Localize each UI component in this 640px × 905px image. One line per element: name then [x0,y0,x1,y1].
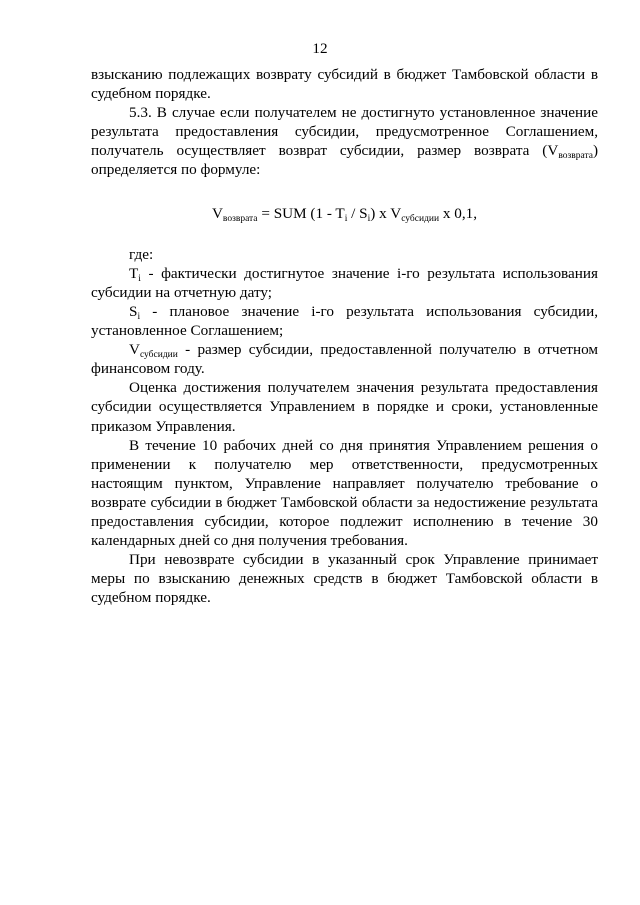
formula-v: V [211,204,223,222]
paragraph-continuation: взысканию подлежащих возврату субсидий в бюджет Тамбовской области в судебном порядке. [91,66,598,103]
document-body [91,65,598,607]
formula-part1: = SUM (1 - T [257,204,345,222]
formula-part3: ) x V [370,204,402,222]
paragraph-evaluation: Оценка достижения получателем значения результата предоставления субсидии осуществляется Управлением в порядке и сроки, установленные приказом Управления. [91,379,598,435]
t-symbol: T [129,264,139,282]
formula-sub2: субсидии [401,213,440,224]
s-symbol: S [129,302,138,320]
paragraph-5-3-end: ) определяется по формуле: [91,142,598,179]
s-definition: - плановое значение i-го результата использования субсидии, установленное Соглашением; [91,302,598,340]
formula [91,204,598,223]
t-definition: - фактически достигнутое значение i-го результата использования субсидии на отчетную дату; [91,264,598,301]
definition-v-subsidy [91,340,598,378]
paragraph-5-3 [91,103,598,179]
formula-v-sub: возврата [222,213,258,224]
s-subscript: i [137,311,141,322]
where-label: где: [129,245,154,263]
formula-i1: i [344,213,348,224]
paragraph-10-days: В течение 10 рабочих дней со дня принятия Управлением решения о применении к получателю мер ответственности, предусмотренных настоящим пунктом, Управление направляет получателю требование о возврате субсидии в бюджет Тамбовской области за недостижение результата предоставления субсидии, которое подлежит исполнению в течение 30 календарных дней со дня получения требования. [91,436,598,550]
return-subscript: возврата [558,151,593,162]
t-subscript: i [138,273,141,284]
formula-end: x 0,1, [439,204,478,222]
page-number: 12 [312,40,328,57]
v-symbol: V [129,341,140,359]
v-definition: - размер субсидии, предоставленной получателю в отчетном финансовом году. [91,341,598,378]
formula-i2: i [367,213,371,224]
formula-part2: / S [347,204,368,222]
paragraph-non-return: При невозврате субсидии в указанный срок Управление принимает меры по взысканию денежных средств в бюджет Тамбовской области в судебном порядке. [91,551,598,607]
definition-t [91,264,598,302]
v-subscript: субсидии [139,350,178,361]
definition-s [91,302,598,340]
paragraph-5-3-text: 5.3. В случае если получателем не достигнуто установленное значение результата предоставления субсидии, предусмотренное Соглашением, получатель осуществляет возврат субсидии, размер возврата (V [91,104,598,160]
